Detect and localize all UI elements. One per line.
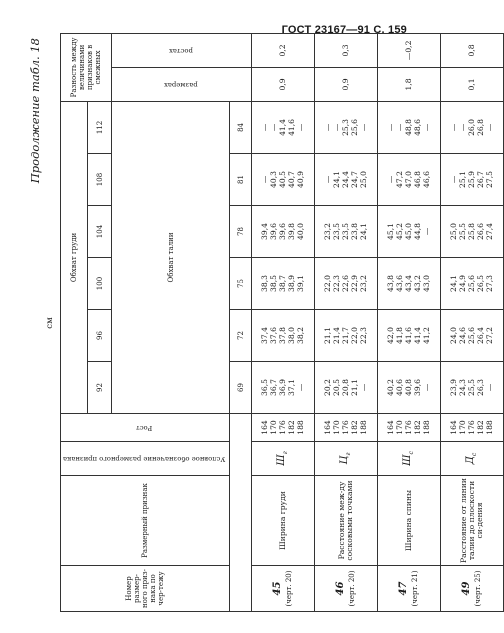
waist-value-75: 75: [230, 258, 252, 310]
table-cell-value: 38,3: [260, 275, 270, 292]
table-cell-value: 26,6: [475, 223, 485, 240]
value-group-92: [441, 362, 504, 414]
condition-symbol: [315, 442, 378, 476]
height-value: 188: [484, 420, 494, 435]
height-value: 188: [358, 420, 368, 435]
table-cell-value: 21,7: [340, 327, 350, 344]
table-cell-value: 39,8: [286, 223, 296, 240]
table-cell-value: —: [484, 123, 494, 132]
table-cell-value: 37,8: [277, 327, 287, 344]
chest-value-104: 104: [88, 206, 112, 258]
table-row: [378, 33, 441, 611]
feature-number-value: 45: [272, 581, 284, 596]
table-cell-value: 41,6: [286, 119, 296, 136]
table-cell-value: 24,1: [358, 223, 368, 240]
table-cell-value: —: [323, 175, 333, 184]
table-cell-value: 24,3: [458, 379, 468, 396]
page-header: ГОСТ 23167—91 С. 159: [281, 24, 407, 36]
chest-value-92: 92: [88, 362, 112, 414]
height-value: 164: [260, 420, 270, 435]
table-cell-value: 23,2: [323, 223, 333, 240]
table-cell-value: —: [449, 175, 459, 184]
table-cell-value: —: [260, 175, 270, 184]
value-group-100: [378, 258, 441, 310]
table-cell-value: 20,2: [323, 379, 333, 396]
height-value: 188: [295, 420, 305, 435]
table-cell-value: 40,6: [395, 379, 405, 396]
height-value: 176: [466, 420, 476, 435]
waist-value-81: 81: [230, 154, 252, 206]
table-cell-value: 44,8: [412, 223, 422, 240]
value-group-104: [441, 206, 504, 258]
value-group-92: [378, 362, 441, 414]
table-cell-value: 45,0: [403, 223, 413, 240]
table-cell-value: 25,0: [449, 223, 459, 240]
table-cell-value: —: [421, 383, 431, 392]
table-cell-value: 23,5: [340, 223, 350, 240]
table-cell-value: 26,8: [475, 119, 485, 136]
table-cell-value: 39,4: [260, 223, 270, 240]
table-cell-value: —: [260, 123, 270, 132]
header-condition-text: Условное обозначение размерного признака: [63, 455, 226, 464]
difference-sizes: 0,1: [441, 67, 504, 101]
waist-value-69: 69: [230, 362, 252, 414]
waist-value-78: 78: [230, 206, 252, 258]
blank-cell: [230, 414, 252, 612]
table-cell-value: 38,7: [277, 275, 287, 292]
table-cell-value: 47,2: [395, 171, 405, 188]
table-cell-value: 36,5: [260, 379, 270, 396]
value-group-112: [252, 101, 315, 153]
rotated-table-page: [28, 34, 494, 612]
table-cell-value: 38,2: [295, 327, 305, 344]
value-list: [450, 208, 494, 255]
table-cell-value: 40,7: [286, 171, 296, 188]
header-diff-sizes: [112, 67, 252, 101]
value-group-112: [378, 101, 441, 153]
table-cell-value: —: [449, 123, 459, 132]
value-group-108: [378, 154, 441, 206]
table-cell-value: —: [332, 123, 342, 132]
table-cell-value: 25,6: [466, 327, 476, 344]
measurements-table: [60, 33, 504, 612]
height-list: [261, 416, 305, 439]
feature-name: Расстояние меж-ду сосковыми точками: [315, 476, 378, 566]
table-cell-value: 41,8: [395, 327, 405, 344]
difference-heights: 0,8: [441, 33, 504, 67]
value-list: [261, 104, 305, 151]
value-list: [450, 104, 494, 151]
value-group-96: [252, 310, 315, 362]
table-cell-value: 43,6: [395, 275, 405, 292]
value-list: [324, 156, 368, 203]
table-cell-value: 39,6: [269, 223, 279, 240]
height-value: 182: [412, 420, 422, 435]
condition-symbol-letter: Ш: [402, 454, 414, 466]
height-value: 182: [475, 420, 485, 435]
value-group-96: [378, 310, 441, 362]
table-cell-value: 37,4: [260, 327, 270, 344]
table-cell-value: 22,3: [332, 275, 342, 292]
table-cell-value: 25,3: [340, 119, 350, 136]
table-cell-value: 36,7: [269, 379, 279, 396]
value-group-112: [441, 101, 504, 153]
table-cell-value: 24,9: [458, 275, 468, 292]
table-cell-value: 37,6: [269, 327, 279, 344]
table-cell-value: 48,6: [412, 119, 422, 136]
header-chest-group: Обхват груди: [61, 101, 88, 413]
table-cell-value: 43,2: [412, 275, 422, 292]
table-cell-value: 25,5: [466, 379, 476, 396]
condition-symbol-subscript: с: [471, 452, 479, 457]
difference-sizes: 0,9: [315, 67, 378, 101]
value-list: [387, 156, 431, 203]
height-value: 188: [421, 420, 431, 435]
height-values: [315, 414, 378, 442]
chest-value-108: 108: [88, 154, 112, 206]
table-cell-value: 24,1: [332, 171, 342, 188]
header-diff-heights: [112, 33, 252, 67]
height-value: 182: [286, 420, 296, 435]
table-cell-value: 27,2: [484, 327, 494, 344]
header-height-text: Рост: [136, 424, 153, 433]
value-list: [387, 208, 431, 255]
value-group-92: [252, 362, 315, 414]
chest-value-100: 100: [88, 258, 112, 310]
chest-value-112: 112: [88, 101, 112, 153]
feature-number: [315, 566, 378, 612]
feature-name: Ширина груди: [252, 476, 315, 566]
value-group-108: [252, 154, 315, 206]
table-cell-value: —: [358, 123, 368, 132]
value-list: [450, 156, 494, 203]
value-list: [261, 312, 305, 359]
value-list: [450, 312, 494, 359]
waist-value-84: 84: [230, 101, 252, 153]
table-cell-value: —: [421, 227, 431, 236]
value-group-104: [315, 206, 378, 258]
table-cell-value: 43,4: [403, 275, 413, 292]
value-group-108: [315, 154, 378, 206]
table-cell-value: 26,5: [475, 275, 485, 292]
table-cell-value: 22,0: [323, 275, 333, 292]
height-values: [441, 414, 504, 442]
condition-symbol: [441, 442, 504, 476]
header-difference: Разность между величинами признаков в смежных: [61, 33, 112, 101]
header-feature: Размерный признак: [61, 476, 230, 566]
table-cell-value: 21,4: [332, 327, 342, 344]
table-cell-value: 24,6: [458, 327, 468, 344]
table-cell-value: —: [269, 123, 279, 132]
feature-name: Ширина спины: [378, 476, 441, 566]
table-cell-value: 25,8: [466, 223, 476, 240]
table-cell-value: 45,2: [395, 223, 405, 240]
height-value: 170: [269, 420, 279, 435]
header-condition: [61, 442, 230, 476]
value-list: [450, 260, 494, 307]
table-cell-value: 48,8: [403, 119, 413, 136]
table-cell-value: 24,0: [449, 327, 459, 344]
table-cell-value: —: [458, 123, 468, 132]
table-cell-value: 23,5: [332, 223, 342, 240]
value-group-100: [315, 258, 378, 310]
header-number: Номер размер-ного приз-нака по чер-тежу: [61, 566, 230, 612]
height-list: [450, 416, 494, 439]
value-list: [324, 364, 368, 411]
table-row: [315, 33, 378, 611]
table-cell-value: 38,5: [269, 275, 279, 292]
table-cell-value: 39,1: [295, 275, 305, 292]
difference-sizes: 1,8: [378, 67, 441, 101]
table-cell-value: 43,0: [421, 275, 431, 292]
value-list: [261, 364, 305, 411]
table-cell-value: —: [421, 123, 431, 132]
table-cell-value: 20,5: [332, 379, 342, 396]
table-cell-value: 22,3: [358, 327, 368, 344]
table-cell-value: 42,0: [386, 327, 396, 344]
table-cell-value: 40,3: [269, 171, 279, 188]
condition-symbol-subscript: с: [408, 451, 416, 455]
table-cell-value: 25,6: [349, 119, 359, 136]
table-cell-value: —: [386, 175, 396, 184]
table-cell-value: 23,2: [358, 275, 368, 292]
condition-symbol-subscript: г: [345, 452, 353, 456]
table-cell-value: 38,0: [286, 327, 296, 344]
condition-symbol-subscript: г: [282, 451, 290, 455]
table-cell-value: 25,1: [458, 171, 468, 188]
value-list: [387, 364, 431, 411]
drawing-reference: (черт. 20): [347, 570, 356, 607]
condition-symbol-letter: Ш: [276, 454, 288, 466]
table-cell-value: 41,2: [421, 327, 431, 344]
value-list: [387, 260, 431, 307]
height-value: 170: [458, 420, 468, 435]
table-cell-value: 41,4: [277, 119, 287, 136]
condition-symbol-letter: Ц: [339, 455, 351, 465]
table-cell-value: 27,4: [484, 223, 494, 240]
value-group-100: [441, 258, 504, 310]
height-value: 176: [403, 420, 413, 435]
table-cell-value: 36,9: [277, 379, 287, 396]
height-value: 170: [332, 420, 342, 435]
height-list: [387, 416, 431, 439]
height-value: 182: [349, 420, 359, 435]
table-cell-value: 45,1: [386, 223, 396, 240]
table-cell-value: 26,4: [475, 327, 485, 344]
table-row: [252, 33, 315, 611]
drawing-reference: (черт. 20): [284, 570, 293, 607]
table-cell-value: 23,9: [449, 379, 459, 396]
table-cell-value: 21,1: [349, 379, 359, 396]
header-diff-sizes-text: размерах: [163, 81, 198, 90]
value-list: [324, 312, 368, 359]
table-cell-value: 40,0: [295, 223, 305, 240]
table-cell-value: 26,0: [466, 119, 476, 136]
header-height: [61, 414, 230, 442]
table-cell-value: 37,1: [286, 379, 296, 396]
table-cell-value: 40,2: [386, 379, 396, 396]
table-cell-value: 40,8: [403, 379, 413, 396]
table-cell-value: 24,1: [449, 275, 459, 292]
table-cell-value: 25,6: [466, 275, 476, 292]
height-value: 164: [386, 420, 396, 435]
table-cell-value: 27,5: [484, 171, 494, 188]
value-list: [261, 156, 305, 203]
height-value: 164: [323, 420, 333, 435]
table-cell-value: —: [395, 123, 405, 132]
difference-sizes: 0,9: [252, 67, 315, 101]
table-cell-value: 40,9: [295, 171, 305, 188]
table-cell-value: —: [386, 123, 396, 132]
value-list: [324, 208, 368, 255]
value-group-92: [315, 362, 378, 414]
value-list: [387, 104, 431, 151]
table-cell-value: 20,8: [340, 379, 350, 396]
table-cell-value: —: [358, 383, 368, 392]
table-cell-value: 41,4: [412, 327, 422, 344]
height-value: 164: [449, 420, 459, 435]
table-cell-value: 25,5: [458, 223, 468, 240]
table-cell-value: 38,9: [286, 275, 296, 292]
table-cell-value: 21,1: [323, 327, 333, 344]
waist-value-72: 72: [230, 310, 252, 362]
feature-name: Расстояние от линии талии до плоскости си-дения: [441, 476, 504, 566]
table-cell-value: 25,0: [358, 171, 368, 188]
difference-heights: —0,2: [378, 33, 441, 67]
feature-number-value: 46: [335, 581, 347, 596]
table-cell-value: 41,6: [403, 327, 413, 344]
table-row: [441, 33, 504, 611]
height-values: [252, 414, 315, 442]
drawing-reference: (черт. 25): [473, 570, 482, 607]
table-cell-value: 24,4: [340, 171, 350, 188]
value-list: [324, 104, 368, 151]
feature-number-value: 49: [461, 581, 473, 596]
drawing-reference: (черт. 21): [410, 570, 419, 607]
height-value: 170: [395, 420, 405, 435]
continuation-caption: Продолжение табл. 18: [28, 38, 42, 184]
chest-value-96: 96: [88, 310, 112, 362]
difference-heights: 0,2: [252, 33, 315, 67]
table-cell-value: 24,7: [349, 171, 359, 188]
value-list: [261, 208, 305, 255]
height-value: 176: [340, 420, 350, 435]
feature-number: [252, 566, 315, 612]
table-cell-value: 27,3: [484, 275, 494, 292]
height-value: 176: [277, 420, 287, 435]
value-group-100: [252, 258, 315, 310]
table-cell-value: —: [323, 123, 333, 132]
table-cell-value: 25,9: [466, 171, 476, 188]
difference-heights: 0,3: [315, 33, 378, 67]
table-cell-value: 22,6: [340, 275, 350, 292]
table-cell-value: —: [295, 383, 305, 392]
value-group-108: [441, 154, 504, 206]
table-cell-value: 22,9: [349, 275, 359, 292]
value-list: [324, 260, 368, 307]
table-cell-value: —: [484, 383, 494, 392]
table-cell-value: 26,7: [475, 171, 485, 188]
table-cell-value: 43,8: [386, 275, 396, 292]
value-group-112: [315, 101, 378, 153]
height-values: [378, 414, 441, 442]
value-list: [450, 364, 494, 411]
table-cell-value: 22,0: [349, 327, 359, 344]
feature-number: [441, 566, 504, 612]
table-cell-value: 39,6: [277, 223, 287, 240]
value-list: [261, 260, 305, 307]
condition-symbol: [252, 442, 315, 476]
value-list: [387, 312, 431, 359]
table-cell-value: —: [295, 123, 305, 132]
condition-symbol-letter: Д: [465, 456, 477, 465]
value-group-104: [252, 206, 315, 258]
height-list: [324, 416, 368, 439]
table-cell-value: 26,3: [475, 379, 485, 396]
table-cell-value: 46,8: [412, 171, 422, 188]
condition-symbol: [378, 442, 441, 476]
header-diff-heights-text: ростах: [168, 47, 193, 56]
feature-number-value: 47: [398, 581, 410, 596]
feature-number: [378, 566, 441, 612]
header-waist-group: Обхват талии: [112, 101, 230, 413]
table-cell-value: 39,6: [412, 379, 422, 396]
unit-label: см: [45, 317, 55, 329]
table-cell-value: 40,5: [277, 171, 287, 188]
value-group-96: [315, 310, 378, 362]
value-group-96: [441, 310, 504, 362]
table-cell-value: 46,6: [421, 171, 431, 188]
table-cell-value: 23,8: [349, 223, 359, 240]
value-group-104: [378, 206, 441, 258]
table-cell-value: 47,0: [403, 171, 413, 188]
